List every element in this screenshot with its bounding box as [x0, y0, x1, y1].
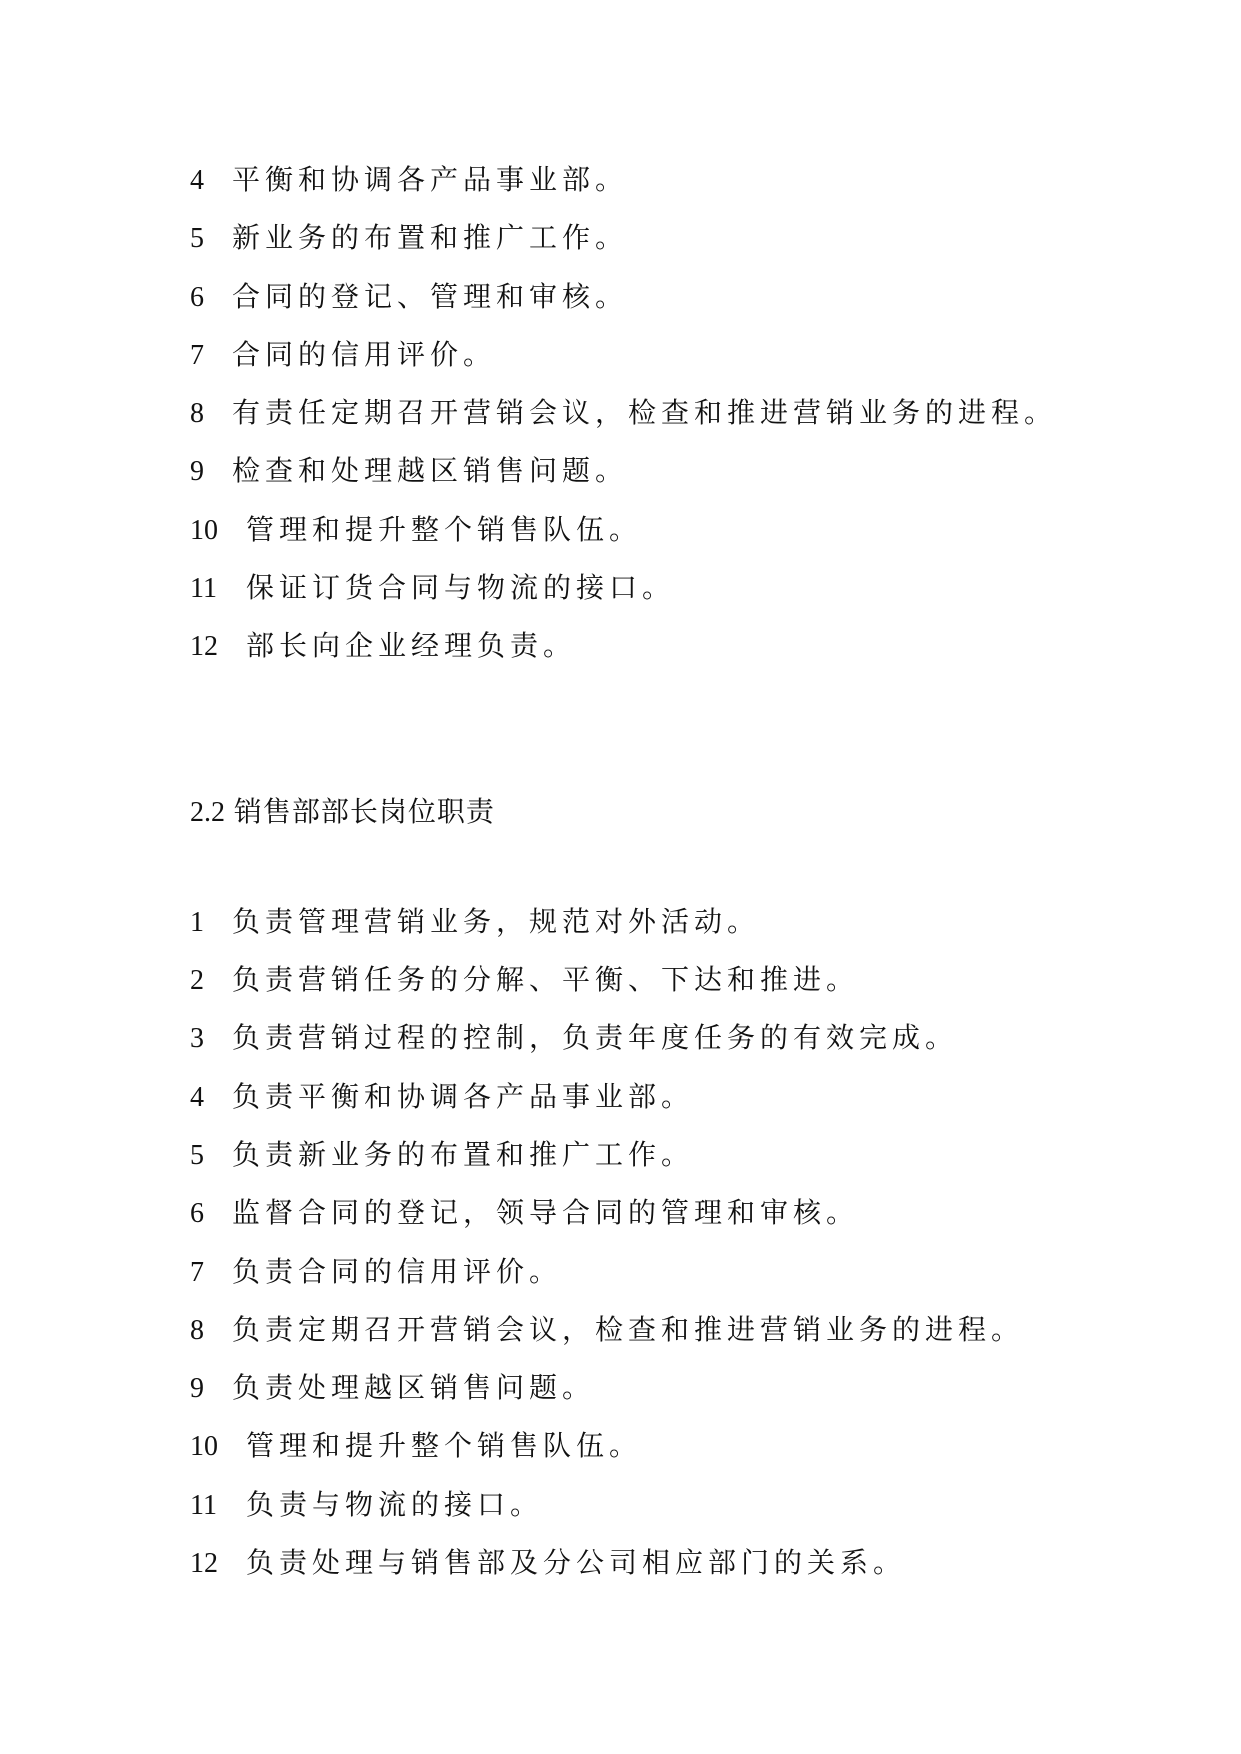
item-number: 7	[190, 340, 204, 371]
list-item	[190, 1543, 906, 1583]
item-number: 10	[190, 515, 218, 546]
list-item	[190, 1018, 958, 1058]
item-text: 部长向企业经理负责。	[246, 629, 577, 662]
item-text: 有责任定期召开营销会议，检查和推进营销业务的进程。	[232, 396, 1058, 429]
item-number: 11	[190, 1490, 217, 1521]
item-text: 新业务的布置和推广工作。	[232, 221, 629, 254]
list-item	[190, 1310, 1024, 1350]
item-number: 10	[190, 1431, 218, 1462]
item-text: 负责新业务的布置和推广工作。	[232, 1138, 695, 1171]
section-heading	[190, 792, 495, 832]
list-item	[190, 393, 1057, 433]
item-number: 11	[190, 573, 217, 604]
item-number: 6	[190, 282, 204, 313]
item-number: 12	[190, 1548, 218, 1579]
item-text: 监督合同的登记，领导合同的管理和审核。	[232, 1196, 860, 1229]
item-number: 5	[190, 223, 204, 254]
item-number: 9	[190, 456, 204, 487]
item-text: 合同的登记、管理和审核。	[232, 280, 629, 313]
item-number: 1	[190, 907, 204, 938]
list-item	[190, 902, 760, 942]
item-text: 负责管理营销业务，规范对外活动。	[232, 905, 761, 938]
item-number: 4	[190, 165, 204, 196]
item-number: 12	[190, 631, 218, 662]
item-text: 管理和提升整个销售队伍。	[246, 1429, 643, 1462]
list-item	[190, 277, 628, 317]
list-item	[190, 1426, 642, 1466]
list-item	[190, 160, 628, 200]
item-number: 5	[190, 1140, 204, 1171]
list-item	[190, 1252, 562, 1292]
list-item	[190, 568, 675, 608]
item-text: 负责处理与销售部及分公司相应部门的关系。	[246, 1546, 907, 1579]
item-number: 3	[190, 1023, 204, 1054]
list-item	[190, 960, 859, 1000]
item-text: 合同的信用评价。	[232, 338, 497, 371]
item-number: 8	[190, 1315, 204, 1346]
list-item	[190, 1077, 694, 1117]
item-text: 负责定期召开营销会议，检查和推进营销业务的进程。	[232, 1313, 1025, 1346]
section-number: 2.2	[190, 797, 225, 828]
item-number: 2	[190, 965, 204, 996]
list-item	[190, 335, 496, 375]
section-title: 销售部部长岗位职责	[233, 795, 495, 828]
list-item	[190, 510, 642, 550]
item-text: 管理和提升整个销售队伍。	[246, 513, 643, 546]
item-number: 4	[190, 1082, 204, 1113]
item-text: 平衡和协调各产品事业部。	[232, 163, 629, 196]
list-item	[190, 1135, 694, 1175]
item-text: 负责平衡和协调各产品事业部。	[232, 1080, 695, 1113]
list-item	[190, 1193, 859, 1233]
item-text: 保证订货合同与物流的接口。	[246, 571, 676, 604]
item-text: 负责合同的信用评价。	[232, 1255, 563, 1288]
item-number: 6	[190, 1198, 204, 1229]
item-text: 负责营销任务的分解、平衡、下达和推进。	[232, 963, 860, 996]
item-text: 负责与物流的接口。	[246, 1488, 544, 1521]
item-number: 9	[190, 1373, 204, 1404]
list-item	[190, 1485, 543, 1525]
list-item	[190, 218, 628, 258]
item-text: 负责处理越区销售问题。	[232, 1371, 596, 1404]
list-item	[190, 626, 576, 666]
item-text: 检查和处理越区销售问题。	[232, 454, 629, 487]
item-text: 负责营销过程的控制，负责年度任务的有效完成。	[232, 1021, 959, 1054]
list-item	[190, 1368, 595, 1408]
item-number: 8	[190, 398, 204, 429]
list-item	[190, 451, 628, 491]
item-number: 7	[190, 1257, 204, 1288]
